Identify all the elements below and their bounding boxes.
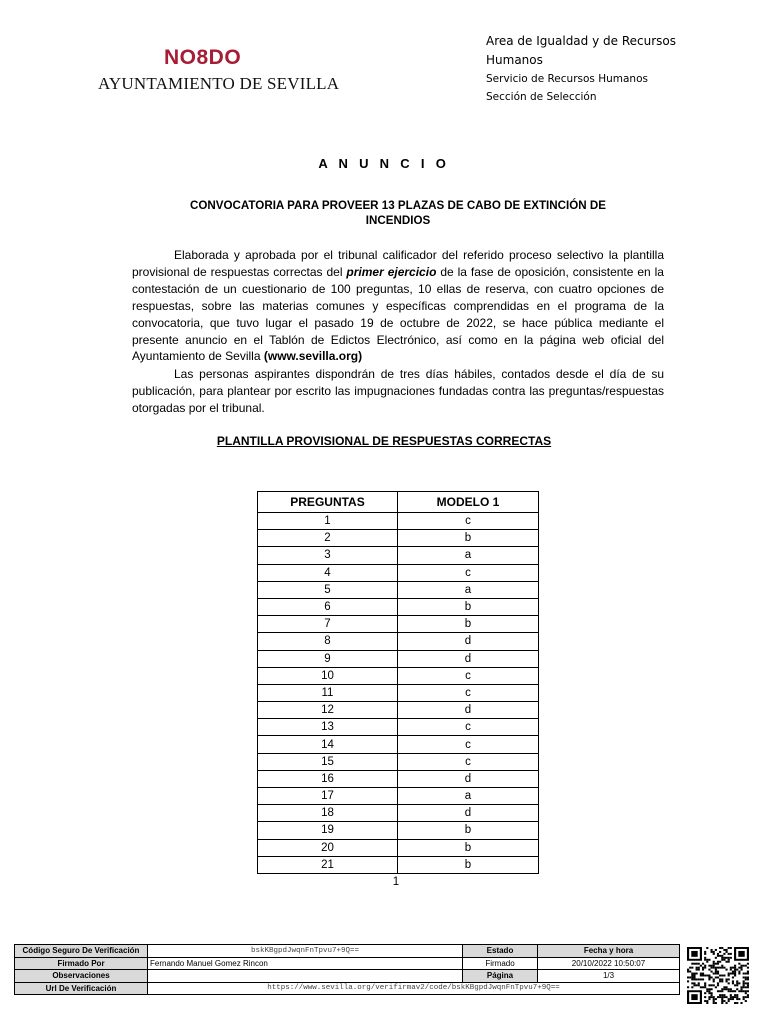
url-label: Url De Verificación [15, 982, 148, 995]
paragraph-1 [132, 247, 664, 365]
answer-letter: a [398, 547, 539, 564]
table-row [258, 805, 539, 822]
logo-name: AYUNTAMIENTO DE SEVILLA [98, 74, 340, 93]
table-row [258, 650, 539, 667]
question-number: 3 [258, 547, 398, 564]
fecha-label: Fecha y hora [538, 945, 680, 958]
table-row [258, 822, 539, 839]
answer-letter: c [398, 684, 539, 701]
paragraph-2-text: Las personas aspirantes dispondrán de tres días hábiles, contados desde el día de su publicación, para plantear por escrito las impugnaciones fundadas contra las preguntas/respuestas otorgadas por el tribunal. [132, 367, 664, 415]
table-row [258, 839, 539, 856]
answer-letter: b [398, 616, 539, 633]
table-row [258, 616, 539, 633]
observaciones-label: Observaciones [15, 970, 148, 983]
answer-letter: d [398, 770, 539, 787]
verification-table [14, 944, 680, 995]
plantilla-title: PLANTILLA PROVISIONAL DE RESPUESTAS CORRECTAS [216, 434, 552, 448]
estado-label: Estado [463, 945, 538, 958]
question-number: 1 [258, 513, 398, 530]
question-number: 12 [258, 702, 398, 719]
dept-line-2: Humanos [486, 53, 543, 67]
codigo-value: bskKBgpdJwqnFnTpvu7+9Q== [148, 945, 463, 958]
paragraph-1-before: Elaborada y aprobada por el tribunal calificador del referido proceso selectivo la plantilla provisional de respuestas correctas del [132, 248, 664, 279]
qr-code-icon [687, 947, 749, 1004]
question-number: 18 [258, 805, 398, 822]
answer-letter: a [398, 788, 539, 805]
fecha-value: 20/10/2022 10:50:07 [538, 957, 680, 970]
url-value[interactable]: https://www.sevilla.org/verifirmav2/code/bskKBgpdJwqnFnTpvu7+9Q== [148, 982, 680, 995]
question-number: 17 [258, 788, 398, 805]
answer-letter: a [398, 581, 539, 598]
header-preguntas: PREGUNTAS [258, 492, 398, 513]
answer-letter: b [398, 598, 539, 615]
codigo-label: Código Seguro De Verificación [15, 945, 148, 958]
estado-value: Firmado [463, 957, 538, 970]
answer-letter: c [398, 667, 539, 684]
convocatoria-heading [140, 199, 656, 228]
answer-letter: b [398, 530, 539, 547]
table-row [258, 667, 539, 684]
page-number: 1 [392, 876, 400, 888]
question-number: 13 [258, 719, 398, 736]
answer-letter: d [398, 805, 539, 822]
question-number: 11 [258, 684, 398, 701]
convocatoria-line-1: CONVOCATORIA PARA PROVEER 13 PLAZAS DE CABO DE EXTINCIÓN DE [190, 199, 606, 212]
pagina-label: Página [463, 970, 538, 983]
answer-letter: b [398, 839, 539, 856]
page-title: A N U N C I O [318, 156, 450, 171]
answer-letter: b [398, 856, 539, 873]
table-row [258, 770, 539, 787]
question-number: 20 [258, 839, 398, 856]
paragraph-2 [132, 366, 664, 417]
table-row [258, 856, 539, 873]
question-number: 19 [258, 822, 398, 839]
answer-letter: d [398, 633, 539, 650]
answer-letter: d [398, 650, 539, 667]
table-row [258, 564, 539, 581]
firmado-por-label: Firmado Por [15, 957, 148, 970]
question-number: 9 [258, 650, 398, 667]
paragraph-1-url: (www.sevilla.org) [263, 349, 363, 364]
question-number: 10 [258, 667, 398, 684]
table-row [258, 581, 539, 598]
convocatoria-line-2: INCENDIOS [365, 213, 431, 227]
pagina-value: 1/3 [538, 970, 680, 983]
table-row [258, 547, 539, 564]
table-row [258, 633, 539, 650]
question-number: 15 [258, 753, 398, 770]
table-row [258, 530, 539, 547]
answer-letter: d [398, 702, 539, 719]
question-number: 4 [258, 564, 398, 581]
answer-letter: c [398, 753, 539, 770]
table-row [258, 719, 539, 736]
header-modelo-1: MODELO 1 [398, 492, 539, 513]
question-number: 16 [258, 770, 398, 787]
table-row [258, 684, 539, 701]
dept-line-4: Sección de Selección [486, 91, 597, 103]
logo-no8do: NO8DO [164, 46, 242, 69]
paragraph-1-middle: de la fase de oposición, consistente en la contestación de un cuestionario de 100 preguntas, 10 ellas de reserva, con cuatro opciones de respuestas, sobre las materias comunes y específicas comprendidas en el programa de la convocatoria, que tuvo lugar el pasado 19 de octubre de 2022, se hace pública mediante el presente anuncio en el Tablón de Edictos Electrónico, así como en la página web oficial del Ayuntamiento de Sevilla [132, 264, 664, 364]
observaciones-value [148, 970, 463, 983]
table-row [258, 736, 539, 753]
table-row [258, 513, 539, 530]
answer-letter: c [398, 719, 539, 736]
question-number: 7 [258, 616, 398, 633]
table-row [258, 788, 539, 805]
ayuntamiento-logo [98, 46, 340, 96]
question-number: 5 [258, 581, 398, 598]
question-number: 14 [258, 736, 398, 753]
answer-letter: b [398, 822, 539, 839]
answers-table [257, 491, 539, 874]
department-block [486, 32, 716, 106]
firmado-por-value: Fernando Manuel Gomez Rincon [148, 957, 463, 970]
question-number: 2 [258, 530, 398, 547]
question-number: 6 [258, 598, 398, 615]
paragraph-1-emphasis: primer ejercicio [346, 264, 437, 279]
answers-table-header [258, 492, 539, 513]
question-number: 21 [258, 856, 398, 873]
question-number: 8 [258, 633, 398, 650]
table-row [258, 753, 539, 770]
answer-letter: c [398, 513, 539, 530]
dept-line-3: Servicio de Recursos Humanos [486, 73, 648, 85]
answer-letter: c [398, 736, 539, 753]
dept-line-1: Area de Igualdad y de Recursos [486, 34, 676, 48]
table-row [258, 598, 539, 615]
table-row [258, 702, 539, 719]
answer-letter: c [398, 564, 539, 581]
